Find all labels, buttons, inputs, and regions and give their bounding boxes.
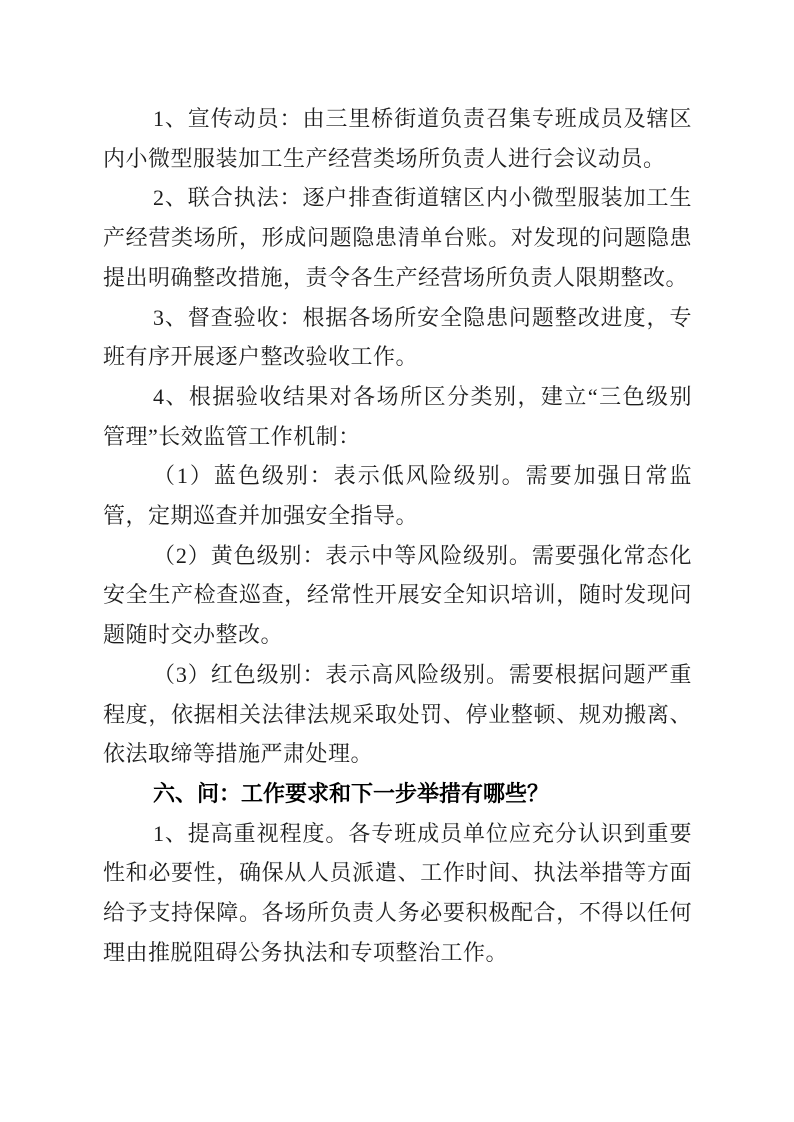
paragraph-three-color-mechanism: 4、根据验收结果对各场所区分类别，建立“三色级别管理”长效监管工作机制： xyxy=(103,383,692,449)
paragraph-blue-level: （1）蓝色级别：表示低风险级别。需要加强日常监管，定期巡查并加强安全指导。 xyxy=(103,463,692,529)
paragraph-yellow-level: （2）黄色级别：表示中等风险级别。需要强化常态化安全生产检查巡查，经常性开展安全知识培训，随时发现问题随时交办整改。 xyxy=(103,542,692,648)
paragraph-publicity-mobilization: 1、宣传动员：由三里桥街道负责召集专班成员及辖区内小微型服装加工生产经营类场所负责人进行会议动员。 xyxy=(103,106,692,171)
paragraph-supervision-acceptance: 3、督查验收：根据各场所安全隐患问题整改进度，专班有序开展逐户整改验收工作。 xyxy=(103,304,692,370)
section-heading-six: 六、问：工作要求和下一步举措有哪些？ xyxy=(152,780,549,806)
document-body xyxy=(103,99,692,972)
paragraph-red-level: （3）红色级别：表示高风险级别。需要根据问题严重程度，依据相关法律法规采取处罚、停业整顿、规劝搬离、依法取缔等措施严肃处理。 xyxy=(103,661,692,767)
paragraph-joint-enforcement: 2、联合执法：逐户排查街道辖区内小微型服装加工生产经营类场所，形成问题隐患清单台账。对发现的问题隐患提出明确整改措施，责令各生产经营场所负责人限期整改。 xyxy=(103,185,692,290)
paragraph-raise-attention: 1、提高重视程度。各专班成员单位应充分认识到重要性和必要性，确保从人员派遣、工作时间、执法举措等方面给予支持保障。各场所负责人务必要积极配合，不得以任何理由推脱阻碍公务执法和专项整治工作。 xyxy=(103,820,692,965)
